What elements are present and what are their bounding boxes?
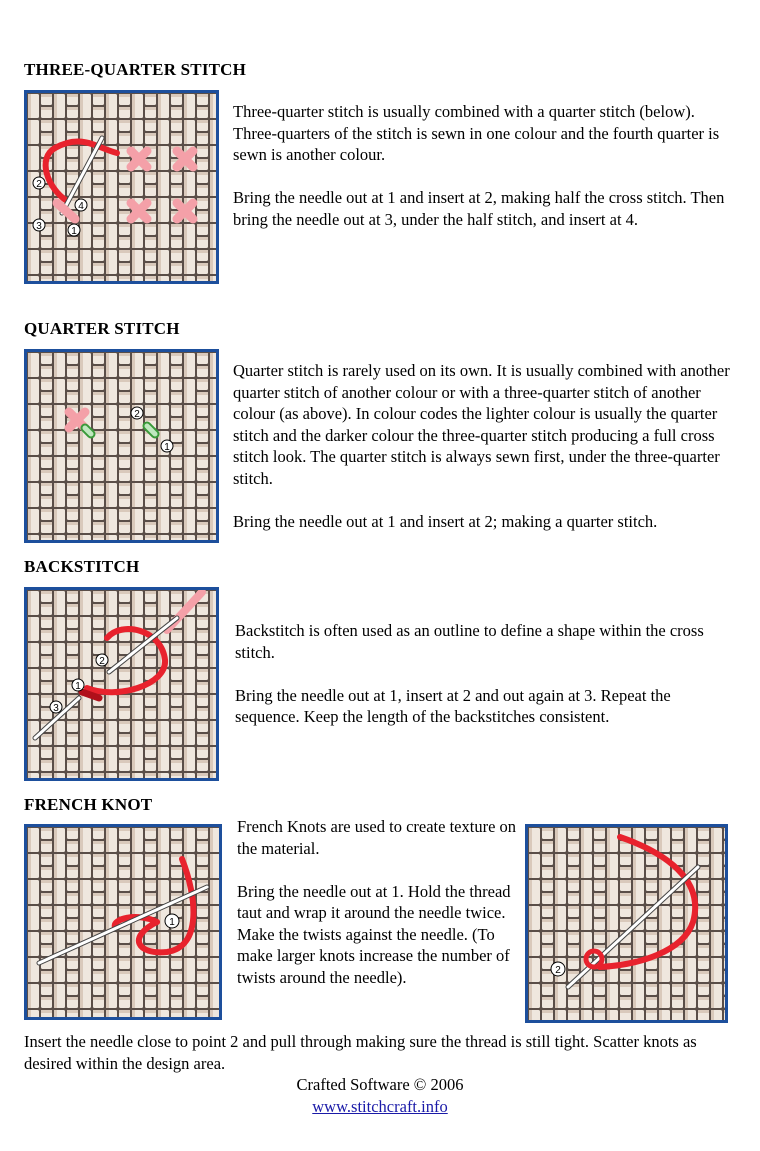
backstitch-illustration: [24, 587, 219, 781]
french-knot-illustration-2: [525, 824, 728, 1023]
footer-copyright: Crafted Software © 2006: [296, 1075, 464, 1094]
footer-link-wrap: [0, 1097, 760, 1117]
heading-quarter-stitch: QUARTER STITCH: [24, 319, 180, 338]
heading-backstitch: BACKSTITCH: [24, 557, 140, 576]
label-3: 3: [36, 221, 42, 232]
quarter-stitch-illustration: [24, 349, 219, 543]
label-1: 1: [71, 226, 77, 237]
label-1: 1: [164, 442, 170, 453]
backstitch-text: [235, 620, 735, 728]
label-2: 2: [99, 656, 105, 667]
french-knot-text: [237, 816, 517, 988]
label-1: 1: [75, 681, 81, 692]
french-knot-illustration-1: [24, 824, 222, 1020]
paragraph: Three-quarter stitch is usually combined with a quarter stitch (below). Three-quarters of the stitch is sewn in one colour and the fourth quarter is sewn is another colour.: [233, 102, 720, 164]
paragraph: Bring the needle out at 1. Hold the thread taut and wrap it around the needle twice. Make the twists against the needle. (To make larger knots increase the number of twists around the needle).: [237, 881, 511, 987]
paragraph: French Knots are used to create texture on the material.: [237, 817, 517, 858]
label-4: 4: [78, 201, 84, 212]
heading-french-knot: FRENCH KNOT: [24, 795, 153, 814]
paragraph: Bring the needle out at 1, insert at 2 and out again at 3. Repeat the sequence. Keep the length of the backstitches consistent.: [235, 685, 671, 726]
label-2: 2: [134, 409, 140, 420]
paragraph: Insert the needle close to point 2 and pull through making sure the thread is still tight. Scatter knots as desired within the design area.: [24, 1032, 697, 1073]
paragraph: Bring the needle out at 1 and insert at 2, making half the cross stitch. Then bring the needle out at 3, under the half stitch, and insert at 4.: [233, 188, 725, 229]
paragraph: Quarter stitch is rarely used on its own. It is usually combined with another quarter stitch of another colour or with a three-quarter stitch of another colour (as above). In colour codes the lighter colour is usually the quarter stitch and the darker colour the three-quarter stitch producing a full cross stitch look. The quarter stitch is always sewn first, under the three-quarter stitch.: [233, 361, 730, 488]
paragraph: Backstitch is often used as an outline to define a shape within the cross stitch.: [235, 621, 704, 662]
three-quarter-stitch-text: [233, 101, 733, 230]
heading-three-quarter-stitch: THREE-QUARTER STITCH: [24, 60, 247, 79]
label-3: 3: [53, 703, 59, 714]
website-link[interactable]: www.stitchcraft.info: [312, 1097, 448, 1116]
label-1: 1: [169, 917, 175, 928]
quarter-stitch-text: [233, 360, 733, 532]
label-2: 2: [555, 965, 561, 976]
three-quarter-stitch-illustration: [24, 90, 219, 284]
french-knot-closing-text: [24, 1031, 739, 1074]
paragraph: Bring the needle out at 1 and insert at 2; making a quarter stitch.: [233, 511, 658, 531]
label-2: 2: [36, 179, 42, 190]
